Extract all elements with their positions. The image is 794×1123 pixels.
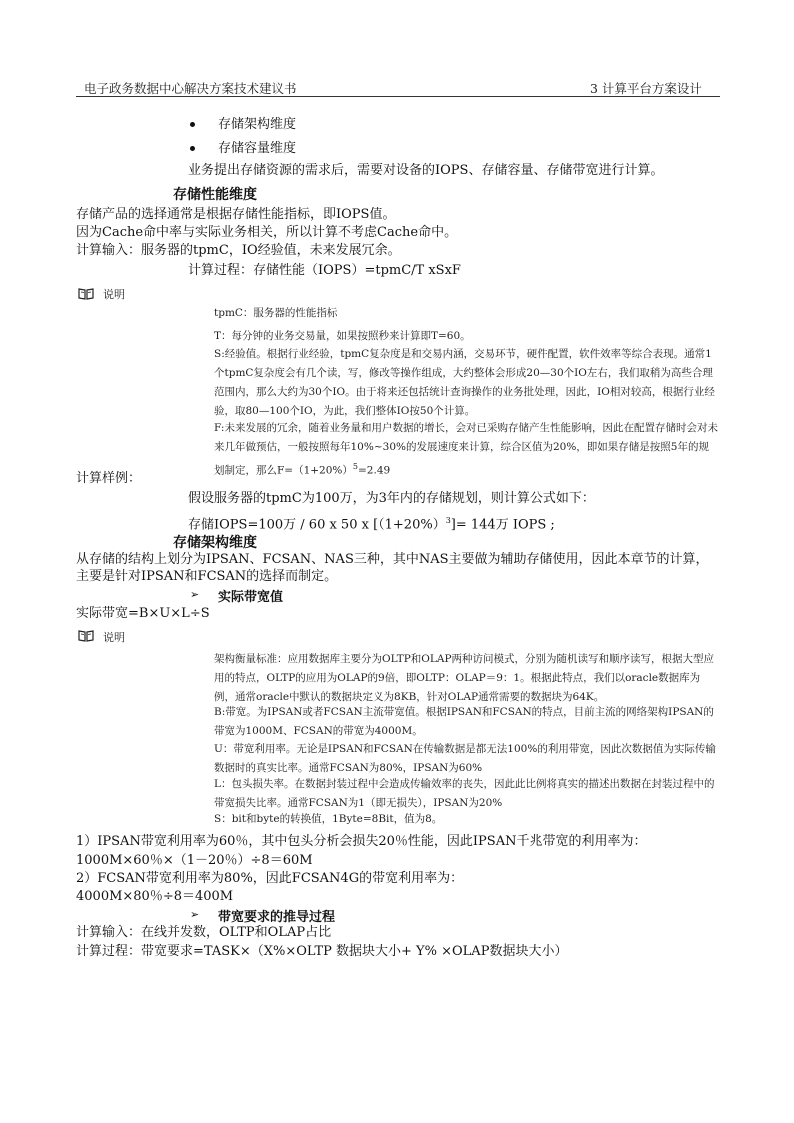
sample-label: 计算样例： (76, 471, 142, 486)
note-line: tpmC：服务器的性能指标 (214, 307, 338, 319)
note-label: 说明 (103, 631, 125, 644)
note-text: =2.49 (358, 464, 391, 477)
perf-formula: 计算过程：存储性能（IOPS）=tpmC/T xSxF (188, 263, 461, 278)
calc-line: 1000M×60％×（1－20％）÷8＝60M (76, 853, 313, 868)
bandwidth-formula: 实际带宽=B×U×L÷S (76, 606, 210, 621)
perf-para: 因为Cache命中率与实际业务相关，所以计算不考虑Cache命中。 (76, 225, 458, 240)
calc-input: 计算输入：在线并发数，OLTP和OLAP占比 (76, 925, 332, 940)
calc-line: 1）IPSAN带宽利用率为60％，其中包头分析会损失20％性能，因此IPSAN千兆带宽的利用率为： (76, 834, 647, 849)
note-paragraph: U：带宽利用率。无论是IPSAN和FCSAN在传输数据是都无法100%的利用带宽，因此次数据值为实际传输数据时的真实比率。通常FCSAN为80%，IPSAN为60% (214, 743, 716, 774)
book-icon (78, 288, 94, 300)
header-chapter: 3 计算平台方案设计 (590, 81, 702, 96)
note-line: T：每分钟的业务交易量，如果按照秒来计算即T=60。 (214, 330, 471, 342)
intro-summary: 业务提出存储资源的需求后，需要对设备的IOPS、存储容量、存储带宽进行计算。 (188, 163, 664, 178)
perf-para: 存储产品的选择通常是根据存储性能指标，即IOPS值。 (76, 207, 396, 222)
calc-line: 4000M×80％÷8＝400M (76, 889, 234, 904)
perf-para: 计算输入：服务器的tpmC，IO经验值，未来发展冗余。 (76, 243, 401, 258)
header-title: 电子政务数据中心解决方案技术建议书 (84, 81, 297, 96)
note-superscript: 5 (352, 462, 358, 471)
subheading-derivation: 带宽要求的推导过程 (218, 910, 336, 925)
bullet-item: 存储架构维度 (218, 117, 297, 132)
arch-para: 从存储的结构上划分为IPSAN、FCSAN、NAS三种，其中NAS主要做为辅助存储使用，因此本章节的计算， (76, 552, 709, 567)
bullet-dot (190, 122, 195, 127)
arrow-icon: ➢ (190, 588, 200, 601)
note-paragraph: L：包头损失率。在数据封装过程中会造成传输效率的丧失，因此此比例将真实的描述出数据在封装过程中的带宽损失比率。通常FCSAN为1（即无损失），IPSAN为20% (214, 778, 715, 809)
sample-text: ]= 144万 IOPS ; (450, 517, 555, 533)
section-heading-perf: 存储性能维度 (173, 187, 257, 203)
calc-process: 计算过程：带宽要求=TASK×（X%×OLTP 数据块大小+ Y% ×OLAP数据块大小） (76, 944, 568, 959)
calc-line: 2）FCSAN带宽利用率为80%，因此FCSAN4G的带宽利用率为： (76, 871, 464, 886)
note-paragraph: B:带宽。为IPSAN或者FCSAN主流带宽值。根据IPSAN和FCSAN的特点，目前主流的网络架构IPSAN的带宽为1000M、FCSAN的带宽为4000M。 (214, 706, 714, 737)
note-paragraph (214, 419, 718, 481)
arrow-icon: ➢ (190, 908, 200, 921)
note-label: 说明 (103, 288, 125, 301)
note-text: F:未来发展的冗余，随着业务量和用户数据的增长，会对已采购存储产生性能影响，因此在配置存储时会对未来几年做预估，一般按照每年10%~30%的发展速度来计算，综合区值为20%，即如果存储是按照5年的规划制定，那么F=（1+20%） (214, 422, 718, 477)
note-paragraph: S:经验值。根据行业经验，tpmC复杂度是和交易内涵，交易环节，硬件配置，软件效率等综合表现。通常1个tpmC复杂度会有几个读，写，修改等操作组成，大约整体会形成20—30个IO左右，我们取稍为高些合理范围内，那么大约为30个IO。由于将来还包括统计查询操作的业务批处理，因此，IO相对较高，根据行业经验，取80—100个IO，为此，我们整体IO按50个计算。 (214, 348, 715, 417)
sample-text: 存储IOPS=100万 / 60 x 50 x [（1+20%） (188, 517, 446, 533)
section-heading-arch: 存储架构维度 (173, 535, 257, 551)
sample-formula (188, 512, 555, 534)
subheading-bandwidth: 实际带宽值 (218, 590, 284, 605)
sample-line: 假设服务器的tpmC为100万，为3年内的存储规划，则计算公式如下： (188, 491, 595, 506)
header-rule (76, 96, 720, 97)
note-paragraph: 架构衡量标准：应用数据库主要分为OLTP和OLAP两种访问模式，分别为随机读写和顺序读写，根据大型应用的特点，OLTP的应用为OLAP的9倍，即OLTP：OLAP＝9：1。根据此特点，我们以oracle数据库为例，通常oracle中默认的数据块定义为8KB，针对OLAP通常需要的数据块为64K。 (214, 653, 715, 703)
book-icon (78, 630, 94, 642)
bullet-dot (190, 146, 195, 151)
sample-superscript: 3 (445, 516, 451, 525)
note-line: S：bit和byte的转换值，1Byte=8Bit，值为8。 (214, 813, 443, 825)
bullet-item: 存储容量维度 (218, 141, 297, 156)
arch-para: 主要是针对IPSAN和FCSAN的选择而制定。 (76, 569, 338, 584)
